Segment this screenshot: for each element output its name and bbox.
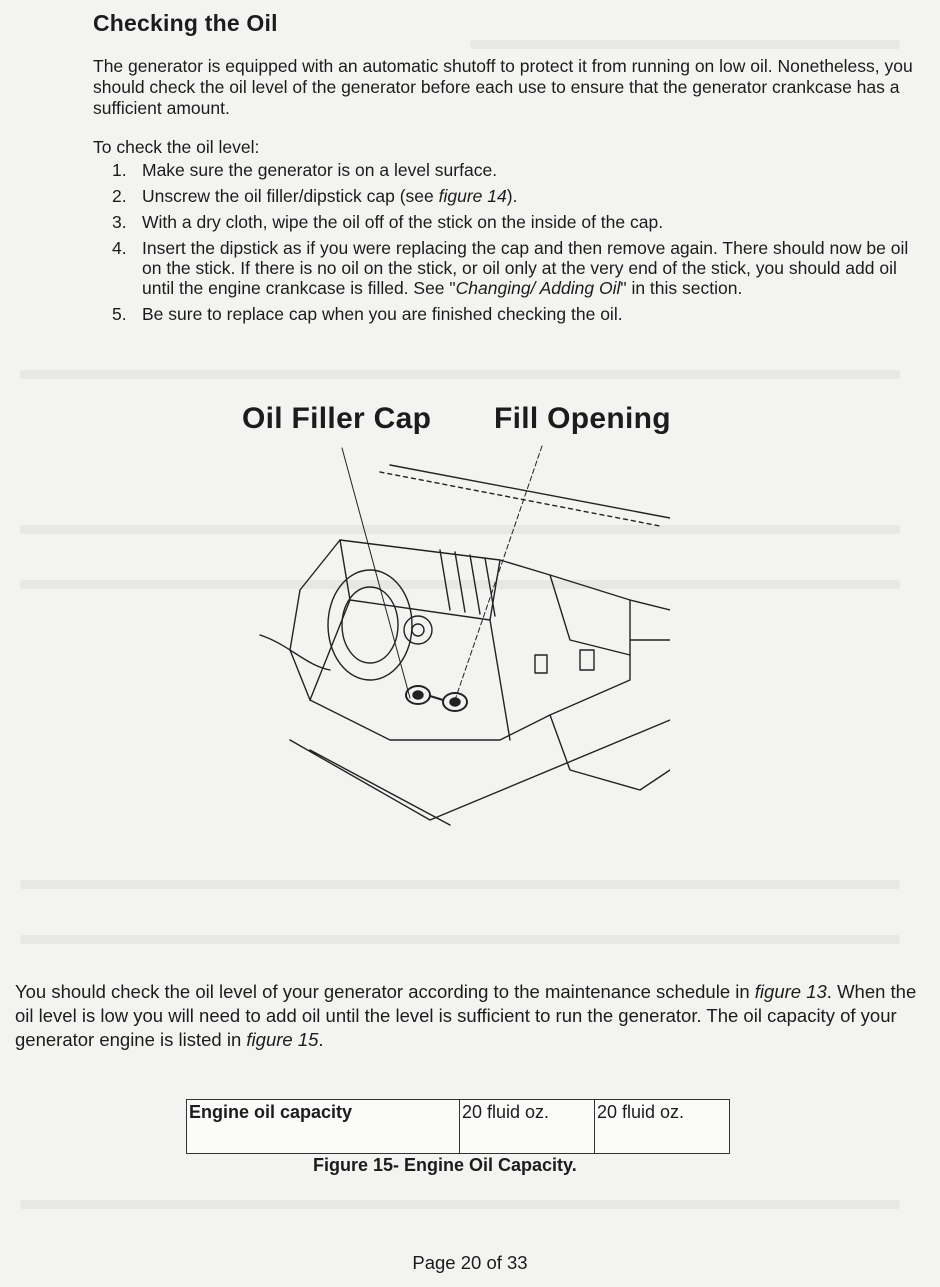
step-number: 1. xyxy=(112,160,127,180)
intro-paragraph: The generator is equipped with an automatic shutoff to protect it from running on low oil. Nonetheless, you should check the oil level of the generator before each use to ensure that the generator crankcase has a sufficient amount. xyxy=(93,56,913,118)
figure-reference: figure 14 xyxy=(438,186,507,206)
schedule-text-end: . xyxy=(318,1029,324,1050)
bleed-through-text xyxy=(20,880,900,889)
bleed-through-text xyxy=(20,1200,900,1209)
step-text: With a dry cloth, wipe the oil off of the stick on the inside of the cap. xyxy=(142,212,664,232)
oil-capacity-table xyxy=(186,1099,730,1154)
figure-15-reference: figure 15 xyxy=(246,1029,319,1050)
section-heading: Checking the Oil xyxy=(93,10,278,36)
hose xyxy=(260,635,330,670)
bleed-through-text xyxy=(20,370,900,379)
capacity-label-cell: Engine oil capacity xyxy=(187,1100,460,1154)
schedule-text: You should check the oil level of your generator according to the maintenance schedule in xyxy=(15,981,755,1002)
step-text-end: ). xyxy=(506,186,518,206)
table-row xyxy=(187,1100,730,1154)
step-text-end: " in this section. xyxy=(620,278,743,298)
bleed-through-text xyxy=(470,40,900,49)
step-number: 2. xyxy=(112,186,127,206)
bleed-through-text xyxy=(20,935,900,944)
bolt-circle xyxy=(404,616,432,644)
step-text: Make sure the generator is on a level surface. xyxy=(142,160,498,180)
oil-check-steps xyxy=(112,160,920,330)
step-number: 3. xyxy=(112,212,127,232)
capacity-value-cell: 20 fluid oz. xyxy=(460,1100,595,1154)
oil-filler-cap-label: Oil Filler Cap xyxy=(242,402,432,435)
frame-rail xyxy=(390,465,670,518)
step-item xyxy=(112,212,920,232)
page-number: Page 20 of 33 xyxy=(412,1252,528,1273)
section-reference: Changing/ Adding Oil xyxy=(455,278,621,298)
step-item xyxy=(112,186,920,206)
step-item xyxy=(112,238,920,298)
cap-leader-line xyxy=(342,448,410,698)
figure-13-reference: figure 13 xyxy=(754,981,827,1002)
generator-engine-illustration xyxy=(250,440,670,830)
step-text: Insert the dipstick as if you were replacing the cap and then remove again. There should now be oil on the stick. If there is no oil on the stick, or oil only at the very end of the stick, you should add oil until the engine crankcase is filled. See " xyxy=(142,238,909,298)
bracket xyxy=(580,650,594,670)
step-number: 4. xyxy=(112,238,127,258)
steps-lead-text: To check the oil level: xyxy=(93,137,260,157)
capacity-value-cell: 20 fluid oz. xyxy=(595,1100,730,1154)
step-number: 5. xyxy=(112,304,127,324)
schedule-text-cont: . When the oil level is low you will need to add oil until the level is sufficient to run the generator. The oil capacity of your generator engine is listed in xyxy=(15,981,917,1050)
fill-opening-label: Fill Opening xyxy=(494,402,671,435)
schedule-paragraph xyxy=(15,980,920,1052)
step-text: Be sure to replace cap when you are finished checking the oil. xyxy=(142,304,623,324)
step-text: Unscrew the oil filler/dipstick cap (see xyxy=(142,186,439,206)
step-item xyxy=(112,304,920,324)
frame-base xyxy=(290,720,670,825)
step-item xyxy=(112,160,920,180)
figure-caption: Figure 15- Engine Oil Capacity. xyxy=(313,1155,577,1175)
